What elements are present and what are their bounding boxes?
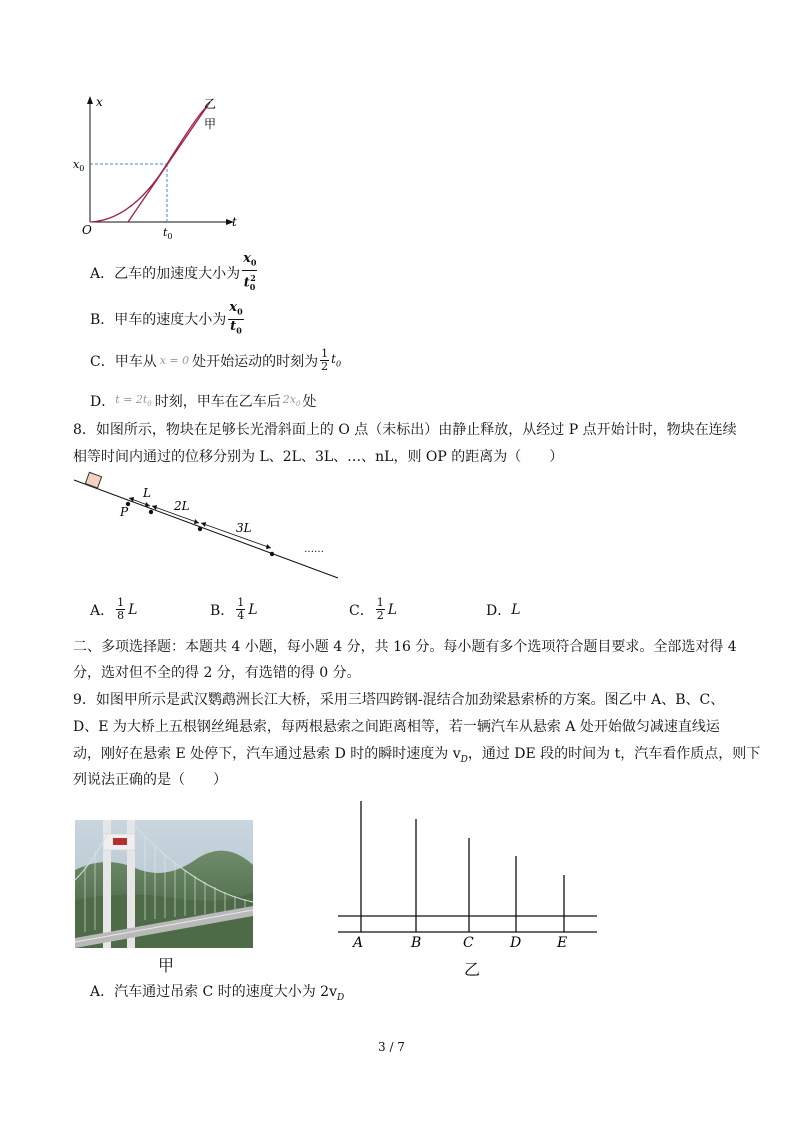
frac-den: 4: [237, 609, 245, 622]
cond-text: t = 2t: [115, 393, 148, 407]
q9-option-a-sub: D: [337, 992, 345, 1003]
frac-num: 1: [237, 596, 245, 609]
q7-option-a: [90, 252, 257, 294]
jia-label: 甲: [204, 117, 217, 131]
label-L: L: [143, 486, 151, 500]
q9-line3-sub: D: [460, 754, 468, 765]
q8-line1: 8．如图所示，物块在足够长光滑斜面上的 O 点（未标出）由静止释放，从经过 P 点开始计时，物块在连续: [73, 422, 737, 438]
label-dots: ……: [304, 544, 324, 555]
q8-option-d-label: D．: [486, 603, 512, 619]
line-yi: [128, 102, 210, 222]
t-sub: 0: [335, 359, 342, 369]
point-2: [149, 510, 153, 514]
frac-den-sub: 0: [249, 281, 256, 292]
frac-num: 1: [117, 596, 125, 609]
q8-option-c-fraction: [376, 597, 385, 622]
dist-text: 2x: [282, 393, 296, 407]
frac-num-sub: 0: [237, 306, 243, 317]
section2-line1: 二、多项选择题：本题共 4 小题，每小题 4 分，共 16 分。每小题有多个选项符合题目要求。全部选对得 4: [73, 639, 737, 655]
bridge-photo: [75, 820, 253, 948]
q9-line3-tail: ，通过 DE 段的时间为 t，汽车看作质点，则下: [467, 746, 761, 762]
q8-option-a-L: L: [128, 601, 138, 618]
frac-den: t: [243, 274, 250, 290]
arrowhead: [194, 519, 199, 524]
frac-num: x: [229, 300, 238, 315]
label-2L: 2L: [174, 499, 190, 513]
point-4: [270, 552, 274, 556]
q8-option-c: [349, 597, 397, 622]
caption-jia: 甲: [158, 956, 175, 975]
page-number: 3 / 7: [378, 1040, 405, 1054]
frac-num: 1: [376, 596, 384, 609]
q7-option-b-text: B．甲车的速度大小为: [90, 312, 227, 329]
q7-option-d-text1: D．: [90, 394, 116, 410]
caption-yi: 乙: [464, 960, 481, 979]
t-symbol: t: [331, 352, 336, 367]
incline-surface: [74, 480, 338, 578]
q9-line3-text: 动，刚好在悬索 E 处停下，汽车通过悬索 D 时的瞬时速度为 v: [73, 746, 461, 762]
arrowhead: [266, 544, 271, 549]
label-c: C: [463, 935, 474, 951]
q9-line3: [73, 745, 760, 769]
frac-den: 2: [321, 360, 329, 373]
q7-option-d-text3: 处: [302, 394, 317, 410]
frac-den-sup: 2: [250, 272, 256, 283]
q8-line2: 相等时间内通过的位移分别为 L、2L、3L、…、nL，则 OP 的距离为（ ）: [73, 449, 564, 465]
q9-line1: 9．如图甲所示是武汉鹦鹉洲长江大桥，采用三塔四跨钢-混结合加劲梁悬索桥的方案。图乙中 A、B、C、: [73, 692, 725, 708]
q8-option-a: [90, 597, 137, 622]
q7-option-c-cond: x = 0: [159, 354, 190, 367]
q7-option-b-fraction: [228, 301, 243, 337]
label-a: A: [353, 935, 364, 951]
label-b: B: [411, 935, 422, 951]
label-d: D: [510, 935, 522, 951]
q7-option-b: [90, 301, 244, 337]
xt-graph: [70, 92, 250, 242]
dist-sub: 0: [295, 400, 301, 409]
q8-option-b-fraction: [236, 597, 245, 622]
axis-x-label: x: [96, 95, 103, 109]
q9-line4: 列说法正确的是（ ）: [73, 772, 227, 788]
q9-option-a: [90, 983, 344, 1007]
q8-option-d: [486, 600, 521, 620]
q7-option-d: [90, 391, 316, 411]
t0-label: $t_0$: [163, 226, 173, 241]
q8-option-c-label: C．: [349, 602, 374, 619]
frac-den: t: [230, 318, 237, 334]
axis-t-label: t: [232, 215, 237, 229]
q7-option-c-t0: [331, 352, 341, 368]
q7-option-a-text: A．乙车的加速度大小为: [90, 265, 241, 282]
arrowhead: [145, 502, 150, 507]
frac-den: 8: [117, 609, 125, 622]
q9-line2: D、E 为大桥上五根钢丝绳悬索，每两根悬索之间距离相等，若一辆汽车从悬索 A 处开始做匀减速直线运: [73, 719, 720, 735]
q7-option-d-dist: [283, 393, 301, 408]
frac-num: x: [243, 251, 251, 266]
frac-den-sub: 0: [236, 325, 242, 336]
q7-option-c-fraction: [320, 348, 329, 373]
y-axis-arrow: [87, 96, 93, 104]
cable-diagram: [330, 795, 605, 955]
origin-label: O: [82, 223, 92, 237]
frac-den: 2: [376, 609, 384, 622]
frac-num-sub: 0: [250, 257, 257, 268]
yi-label: 乙: [204, 97, 217, 111]
incline-figure: [70, 470, 350, 585]
block: [85, 472, 101, 488]
label-p: P: [120, 505, 129, 519]
q7-option-c: [90, 348, 341, 373]
x0-label: $x_0$: [73, 158, 85, 173]
section2-line2: 分，选对但不全的得 2 分，有选错的得 0 分。: [73, 665, 361, 681]
q8-option-b: [210, 597, 258, 622]
point-3: [198, 527, 202, 531]
frac-num: 1: [321, 347, 329, 360]
label-e: E: [557, 935, 568, 951]
q8-option-a-label: A．: [90, 602, 115, 619]
q7-option-d-cond: [115, 393, 152, 408]
q8-option-d-L: L: [511, 602, 521, 618]
q8-option-b-L: L: [248, 601, 258, 618]
q8-option-c-L: L: [387, 601, 398, 618]
arrowhead: [201, 522, 206, 527]
q9-option-a-text: A．汽车通过吊索 C 时的速度大小为 2v: [90, 984, 337, 1000]
q7-option-d-text2: 时刻，甲车在乙车后: [154, 394, 281, 410]
cond-sub: 0: [147, 400, 152, 409]
q8-option-a-fraction: [116, 597, 125, 622]
q7-option-c-text1: C．甲车从: [90, 353, 157, 370]
label-3L: 3L: [236, 521, 252, 535]
q8-option-b-label: B．: [210, 602, 235, 619]
q7-option-c-text2: 处开始运动的时刻为: [192, 353, 319, 370]
q7-option-a-fraction: [242, 252, 257, 294]
